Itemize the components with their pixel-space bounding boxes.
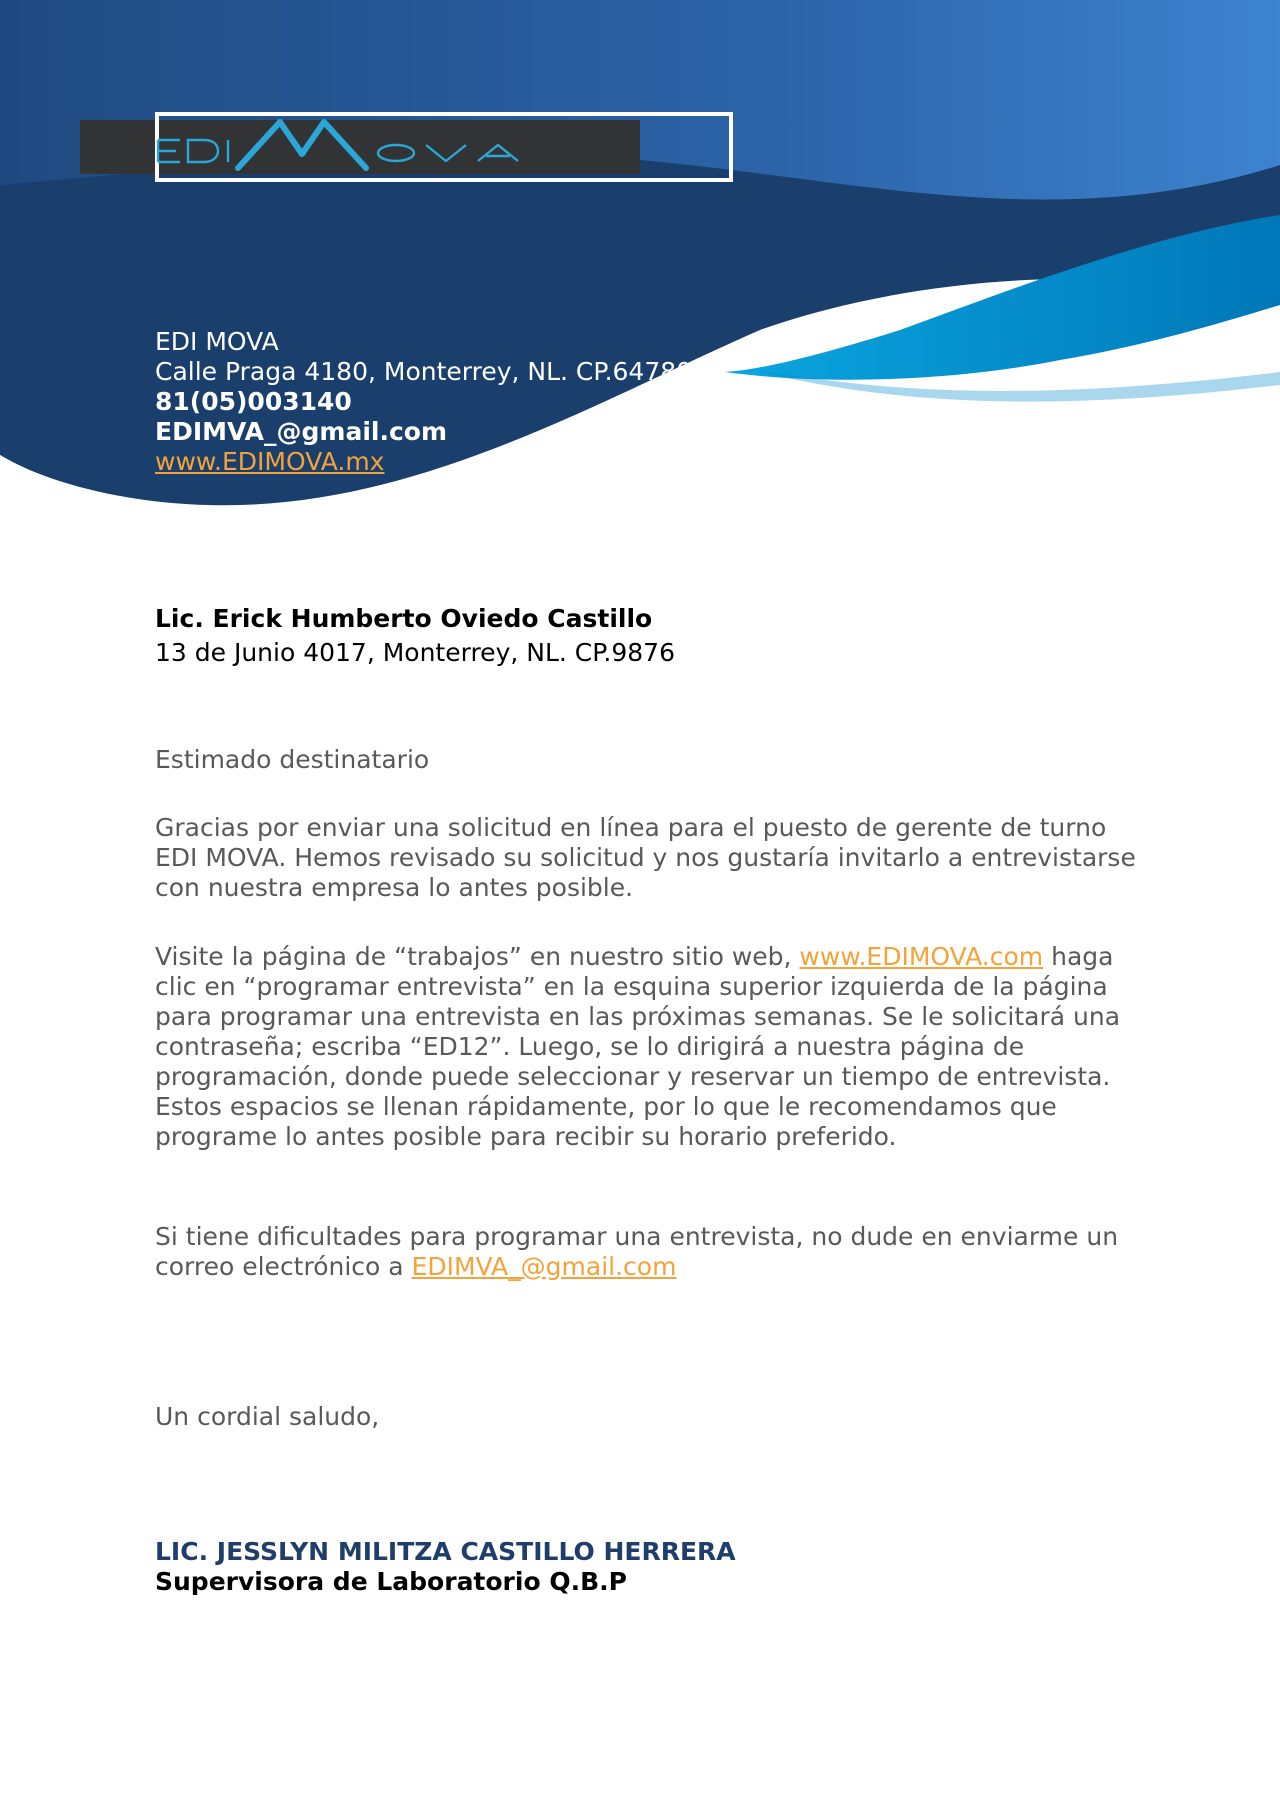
recipient-address: 13 de Junio 4017, Monterrey, NL. CP.9876 xyxy=(155,638,675,667)
letter-greeting: Estimado destinatario xyxy=(155,745,430,774)
paragraph-2-rest: haga clic en “programar entrevista” en la esquina superior izquierda de la página para programar una entrevista en las próximas semanas. Se le solicitará una contraseña; escriba “ED12”. Luego, se lo dirigirá a nuestra página de programación, donde puede seleccionar y reservar un tiempo de entrevista. Estos espacios se llenan rápidamente, por lo que le recomendamos que programe lo antes posible para recibir su horario preferido. xyxy=(155,942,1121,1151)
letter-closing: Un cordial saludo, xyxy=(155,1402,380,1431)
sender-company: EDI MOVA xyxy=(155,327,279,356)
letter-paragraph-3 xyxy=(155,1222,1155,1282)
website-link[interactable]: www.EDIMOVA.com xyxy=(799,942,1044,971)
company-logo xyxy=(80,118,640,176)
sender-phone: 81(05)003140 xyxy=(155,387,352,416)
email-link[interactable]: EDIMVA_@gmail.com xyxy=(411,1252,677,1281)
signer-name: LIC. JESSLYN MILITZA CASTILLO HERRERA xyxy=(155,1537,736,1566)
paragraph-2-intro: Visite la página de “trabajos” en nuestro sitio web, xyxy=(155,942,800,971)
sender-website-link[interactable]: www.EDIMOVA.mx xyxy=(155,447,385,476)
sender-address: Calle Praga 4180, Monterrey, NL. CP.64780 xyxy=(155,357,693,386)
recipient-block xyxy=(155,602,675,670)
recipient-name: Lic. Erick Humberto Oviedo Castillo xyxy=(155,604,653,633)
sender-block xyxy=(155,327,692,477)
letter-paragraph-1: Gracias por enviar una solicitud en línea para el puesto de gerente de turno EDI MOVA. Hemos revisado su solicitud y nos gustaría invitarlo a entrevistarse con nuestra empresa lo antes posible. xyxy=(155,813,1136,902)
paragraph-3-text: Si tiene dificultades para programar una entrevista, no dude en enviarme un correo electrónico a xyxy=(155,1222,1119,1281)
sender-email: EDIMVA_@gmail.com xyxy=(155,417,448,446)
letter-paragraph-2 xyxy=(155,942,1155,1152)
signer-role: Supervisora de Laboratorio Q.B.P xyxy=(155,1567,627,1596)
